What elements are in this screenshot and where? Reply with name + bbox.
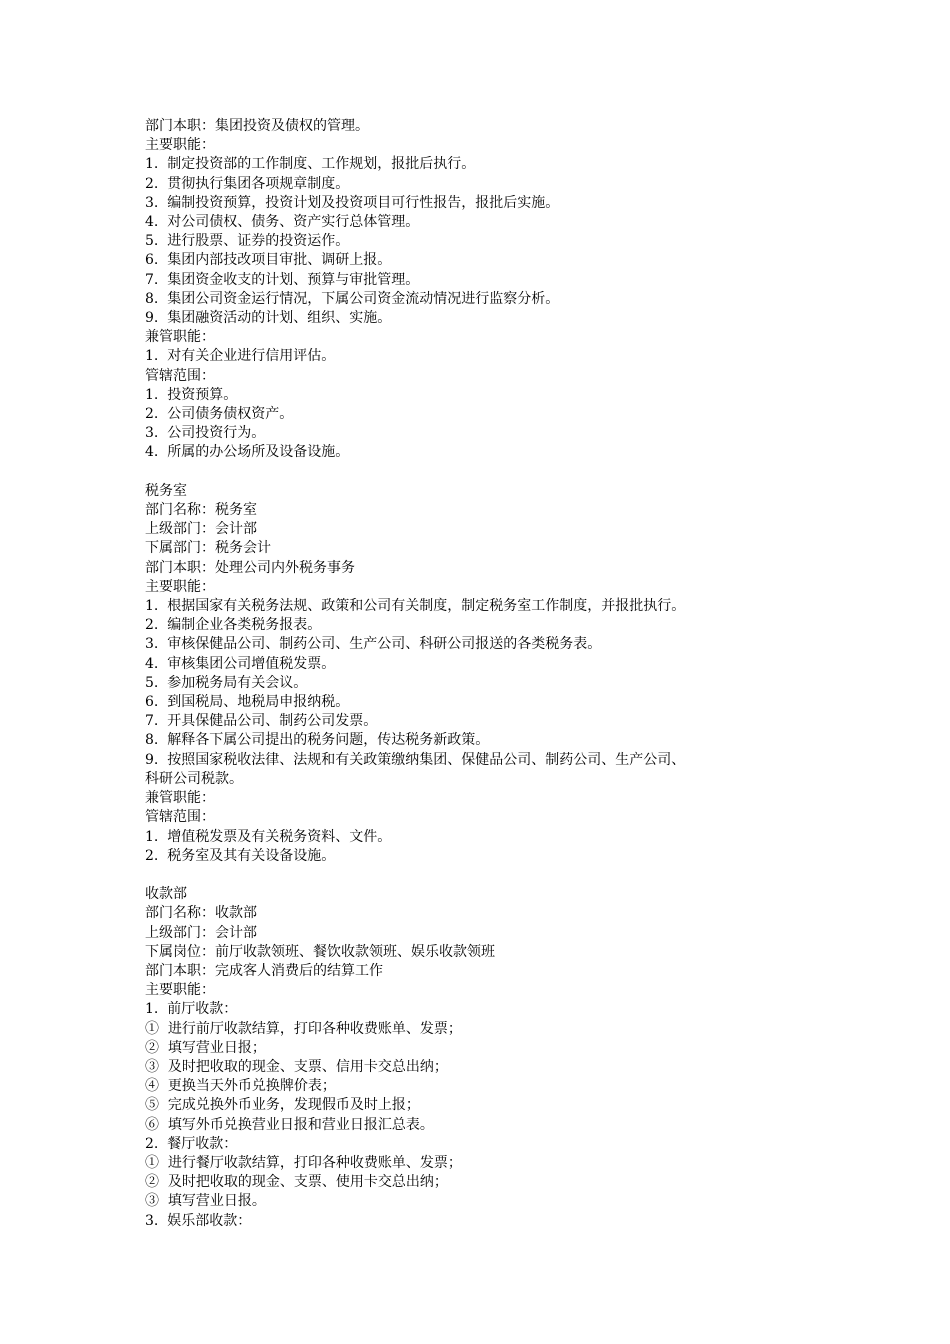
list-item: 9. 按照国家税收法律、法规和有关政策缴纳集团、保健品公司、制药公司、生产公司、 [145,751,686,768]
department-duty: 部门本职：完成客人消费后的结算工作 [145,962,383,979]
list-item: 5. 进行股票、证券的投资运作。 [145,233,350,250]
list-item: 1. 根据国家有关税务法规、政策和公司有关制度，制定税务室工作制度，并报批执行。 [145,598,686,615]
scope-label: 管辖范围： [145,809,215,826]
section-title: 税务室 [145,482,187,499]
list-item: 5. 参加税务局有关会议。 [145,674,308,691]
list-item: ② 及时把收取的现金、支票、使用卡交总出纳； [145,1174,448,1191]
list-item: 2. 税务室及其有关设备设施。 [145,847,336,864]
list-item: 3. 公司投资行为。 [145,425,266,442]
list-item: ⑥ 填写外币兑换营业日报和营业日报汇总表。 [145,1116,434,1133]
list-item: 7. 开具保健品公司、制药公司发票。 [145,713,378,730]
list-item: ③ 填写营业日报。 [145,1193,266,1210]
list-item: ④ 更换当天外币兑换牌价表； [145,1078,336,1095]
list-item-continuation: 科研公司税款。 [145,770,243,787]
spacer [145,866,805,885]
list-item: 4. 对公司债权、债务、资产实行总体管理。 [145,214,420,231]
list-item: 8. 解释各下属公司提出的税务问题，传达税务新政策。 [145,732,490,749]
list-item: 2. 编制企业各类税务报表。 [145,617,322,634]
main-functions-label: 主要职能： [145,137,215,154]
parent-department: 上级部门：会计部 [145,924,257,941]
sub-positions: 下属岗位：前厅收款领班、餐饮收款领班、娱乐收款领班 [145,943,495,960]
list-item: 7. 集团资金收支的计划、预算与审批管理。 [145,271,420,288]
list-item: 1. 前厅收款： [145,1001,238,1018]
spacer [145,463,805,482]
sub-department: 下属部门：税务会计 [145,540,271,557]
list-item: ① 进行餐厅收款结算，打印各种收费账单、发票； [145,1154,462,1171]
list-item: ② 填写营业日报； [145,1039,266,1056]
list-item: 2. 餐厅收款： [145,1135,238,1152]
list-item: 2. 贯彻执行集团各项规章制度。 [145,175,350,192]
extra-functions-label: 兼管职能： [145,790,215,807]
list-item: ① 进行前厅收款结算，打印各种收费账单、发票； [145,1020,462,1037]
list-item: 1. 增值税发票及有关税务资料、文件。 [145,828,392,845]
list-item: 1. 投资预算。 [145,386,238,403]
parent-department: 上级部门：会计部 [145,521,257,538]
list-item: 2. 公司债务债权资产。 [145,406,294,423]
list-item: 6. 集团内部技改项目审批、调研上报。 [145,252,392,269]
list-item: 3. 编制投资预算，投资计划及投资项目可行性报告，报批后实施。 [145,194,560,211]
list-item: 3. 娱乐部收款： [145,1212,252,1229]
list-item: 4. 所属的办公场所及设备设施。 [145,444,350,461]
list-item: ⑤ 完成兑换外币业务，发现假币及时上报； [145,1097,420,1114]
main-functions-label: 主要职能： [145,578,215,595]
scope-label: 管辖范围： [145,367,215,384]
list-item: ③ 及时把收取的现金、支票、信用卡交总出纳； [145,1058,448,1075]
department-duty: 部门本职：处理公司内外税务事务 [145,559,355,576]
list-item: 1. 对有关企业进行信用评估。 [145,348,336,365]
list-item: 9. 集团融资活动的计划、组织、实施。 [145,310,392,327]
document-page [145,117,805,1231]
list-item: 1. 制定投资部的工作制度、工作规划，报批后执行。 [145,156,476,173]
department-duty: 部门本职：集团投资及债权的管理。 [145,118,369,134]
extra-functions-label: 兼管职能： [145,329,215,346]
department-name: 部门名称：收款部 [145,905,257,922]
section-tax [145,482,805,866]
list-item: 8. 集团公司资金运行情况，下属公司资金流动情况进行监察分析。 [145,290,560,307]
list-item: 3. 审核保健品公司、制药公司、生产公司、科研公司报送的各类税务表。 [145,636,602,653]
department-name: 部门名称：税务室 [145,502,257,519]
list-item: 6. 到国税局、地税局申报纳税。 [145,694,350,711]
main-functions-label: 主要职能： [145,982,215,999]
section-cashier [145,885,805,1231]
section-title: 收款部 [145,886,187,903]
section-investment [145,117,805,463]
list-item: 4. 审核集团公司增值税发票。 [145,655,336,672]
